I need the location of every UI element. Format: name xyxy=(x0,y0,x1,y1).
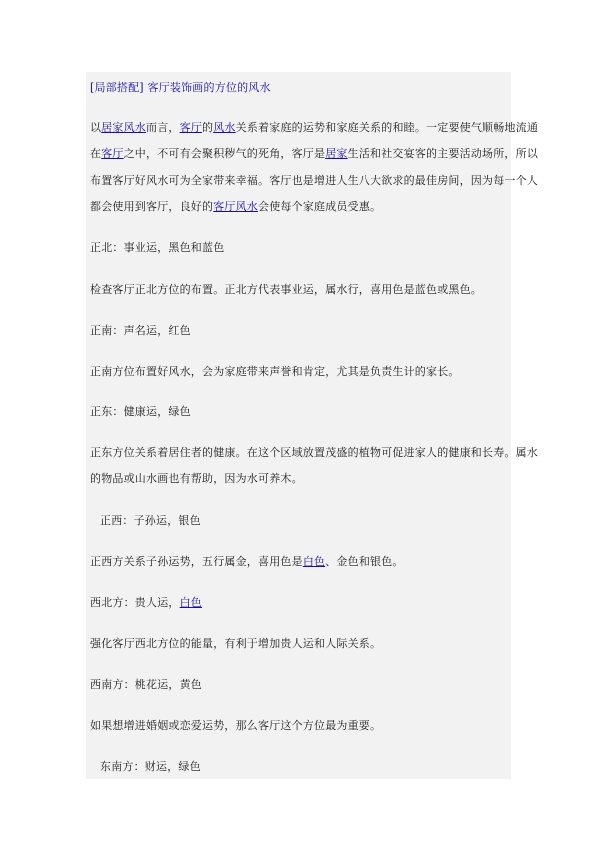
south-body: 正南方位布置好风水，会为家庭带来声誉和肯定，尤其是负责生计的家长。 xyxy=(90,365,460,378)
northwest-heading xyxy=(90,597,202,609)
intro-line-3: 布置客厅好风水可为全家带来幸福。客厅也是增进人生八大欲求的最佳房间，因为每一个人 xyxy=(90,174,538,187)
southwest-heading: 西南方：桃花运，黄色 xyxy=(90,678,202,691)
text: 关系着家庭的运势和家庭关系的和睦。一定要使气顺畅地流通 xyxy=(235,121,539,134)
east-body-line-2: 的物品或山水画也有帮助，因为水可养木。 xyxy=(90,472,303,485)
link-keting-2[interactable]: 客厅 xyxy=(101,147,124,160)
text: 西北方：贵人运， xyxy=(90,596,180,609)
text: 、金色和银色。 xyxy=(325,555,404,568)
east-body-line-1: 正东方位关系着居住者的健康。在这个区域放置茂盛的植物可促进家人的健康和长寿。属水 xyxy=(90,446,538,459)
text: 会使每个家庭成员受惠。 xyxy=(258,200,382,213)
intro-line-2 xyxy=(90,148,538,160)
text: 在 xyxy=(90,147,102,160)
text: 的 xyxy=(202,121,214,134)
text: 以 xyxy=(90,121,102,134)
category-tag-link[interactable]: [局部搭配] xyxy=(90,81,144,94)
link-keting-fengshui[interactable]: 客厅风水 xyxy=(213,200,259,213)
link-keting[interactable]: 客厅 xyxy=(179,121,203,134)
east-heading: 正东：健康运，绿色 xyxy=(90,405,191,418)
link-baise[interactable]: 白色 xyxy=(302,555,326,568)
intro-line-4 xyxy=(90,201,381,213)
article-title xyxy=(90,82,271,94)
northwest-body: 强化客厅西北方位的能量，有利于增加贵人运和人际关系。 xyxy=(90,637,382,650)
southwest-body: 如果想增进婚姻或恋爱运势，那么客厅这个方位最为重要。 xyxy=(90,719,382,732)
title-text: 客厅装饰画的方位的风水 xyxy=(147,81,271,94)
west-heading: 正西：子孙运，银色 xyxy=(100,514,201,527)
north-body: 检查客厅正北方位的布置。正北方代表事业运，属水行，喜用色是蓝色或黑色。 xyxy=(90,283,482,296)
intro-line-1 xyxy=(90,122,538,134)
text: 而言， xyxy=(146,121,180,134)
south-heading: 正南：声名运，红色 xyxy=(90,324,191,337)
southeast-heading: 东南方：财运，绿色 xyxy=(100,760,201,773)
text: 正西方关系子孙运势，五行属金，喜用色是 xyxy=(90,555,303,568)
north-heading: 正北：事业运，黑色和蓝色 xyxy=(90,241,225,254)
text: 之中，不可有会聚积秽气的死角，客厅是 xyxy=(123,147,326,160)
link-baise-2[interactable]: 白色 xyxy=(179,596,203,609)
west-body xyxy=(90,556,404,568)
link-jujia-fengshui[interactable]: 居家风水 xyxy=(101,121,147,134)
text: 都会使用到客厅，良好的 xyxy=(90,200,214,213)
link-fengshui[interactable]: 风水 xyxy=(213,121,236,134)
link-jujia[interactable]: 居家 xyxy=(325,147,348,160)
text: 生活和社交宴客的主要活动场所，所以 xyxy=(347,147,539,160)
